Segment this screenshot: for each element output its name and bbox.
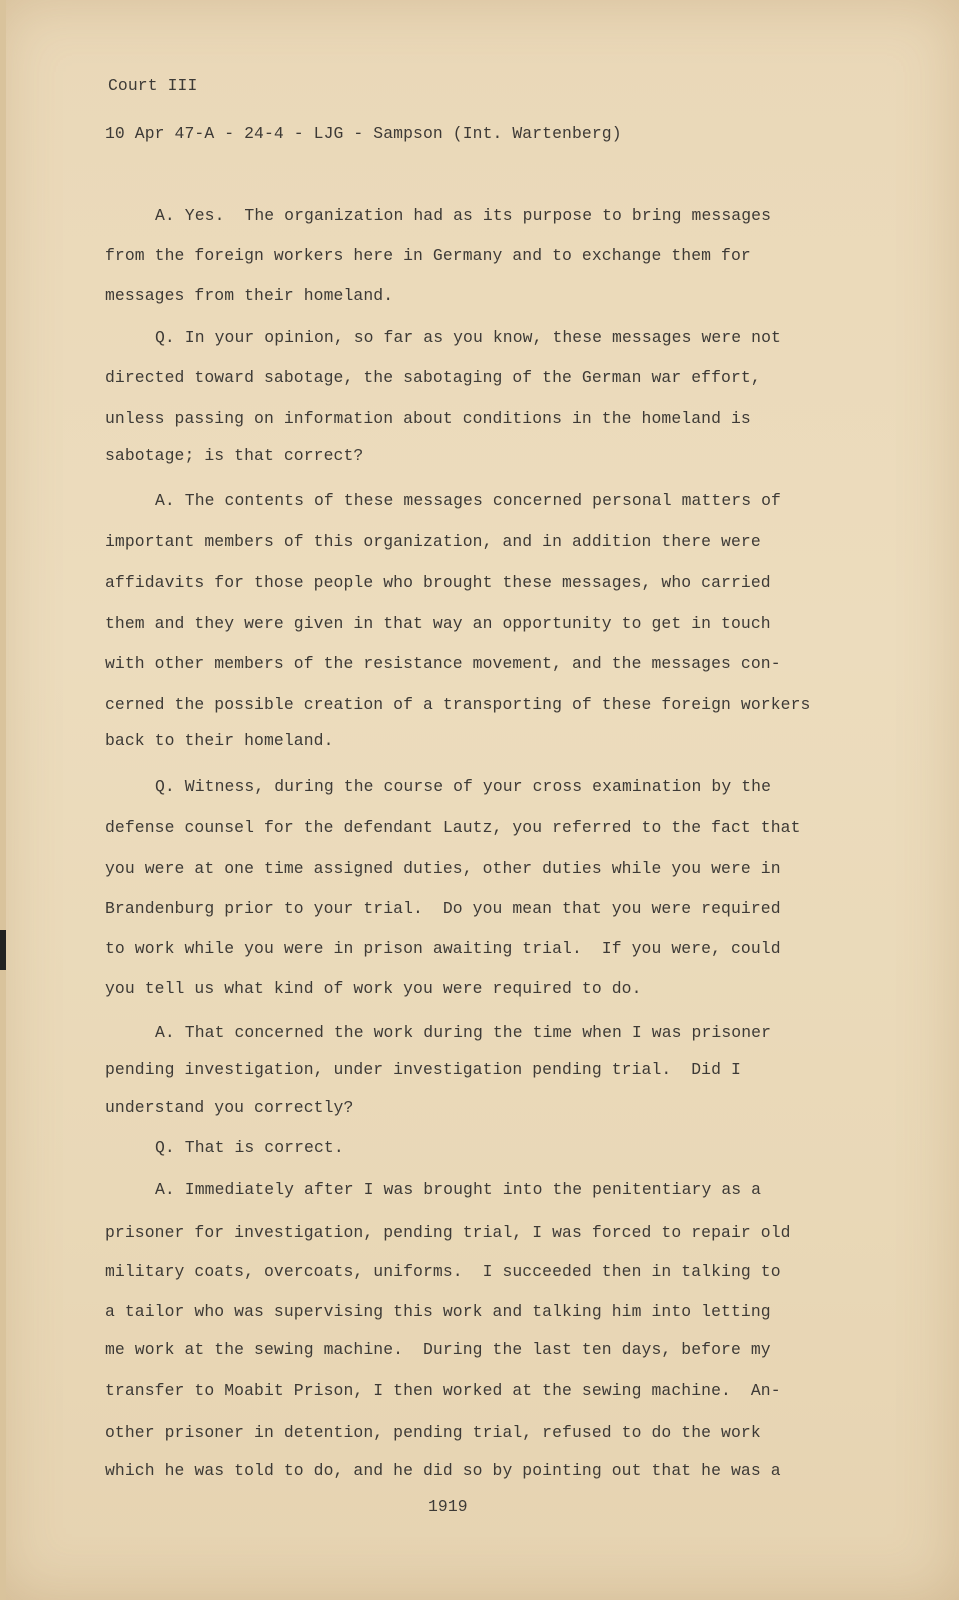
text-line: sabotage; is that correct? [105, 446, 364, 465]
text-line: affidavits for those people who brought these messages, who carried [105, 573, 771, 592]
text-line: you tell us what kind of work you were required to do. [105, 979, 642, 998]
text-line: pending investigation, under investigation pending trial. Did I [105, 1060, 741, 1079]
text-line: me work at the sewing machine. During the last ten days, before my [105, 1340, 771, 1359]
text-line: important members of this organization, and in addition there were [105, 532, 761, 551]
text-line: to work while you were in prison awaiting trial. If you were, could [105, 939, 781, 958]
text-line: A. The contents of these messages concerned personal matters of [155, 491, 781, 510]
text-line: from the foreign workers here in Germany and to exchange them for [105, 246, 751, 265]
page-number: 1919 [428, 1497, 468, 1516]
text-line: A. Yes. The organization had as its purpose to bring messages [155, 206, 772, 225]
text-line: unless passing on information about conditions in the homeland is [105, 409, 751, 428]
text-line: Q. In your opinion, so far as you know, these messages were not [155, 328, 781, 347]
binding-mark [0, 930, 6, 970]
text-line: military coats, overcoats, uniforms. I succeeded then in talking to [105, 1262, 781, 1281]
text-line: with other members of the resistance movement, and the messages con- [105, 654, 781, 673]
text-line: which he was told to do, and he did so by pointing out that he was a [105, 1461, 781, 1480]
text-line: messages from their homeland. [105, 286, 394, 305]
court-heading: Court III [108, 76, 198, 95]
text-line: other prisoner in detention, pending trial, refused to do the work [105, 1423, 761, 1442]
text-line: Q. That is correct. [155, 1138, 344, 1157]
text-line: back to their homeland. [105, 731, 334, 750]
text-line: A. Immediately after I was brought into the penitentiary as a [155, 1180, 762, 1199]
text-line: Brandenburg prior to your trial. Do you mean that you were required [105, 899, 781, 918]
page-edge [0, 0, 6, 1600]
text-line: prisoner for investigation, pending trial, I was forced to repair old [105, 1223, 791, 1242]
text-line: A. That concerned the work during the time when I was prisoner [155, 1023, 772, 1042]
text-line: them and they were given in that way an opportunity to get in touch [105, 614, 771, 633]
text-line: understand you correctly? [105, 1098, 354, 1117]
text-line: directed toward sabotage, the sabotaging of the German war effort, [105, 368, 761, 387]
text-line: you were at one time assigned duties, other duties while you were in [105, 859, 781, 878]
text-line: Q. Witness, during the course of your cross examination by the [155, 777, 772, 796]
text-line: defense counsel for the defendant Lautz, you referred to the fact that [105, 818, 801, 837]
text-line: transfer to Moabit Prison, I then worked at the sewing machine. An- [105, 1381, 781, 1400]
session-heading: 10 Apr 47-A - 24-4 - LJG - Sampson (Int. Wartenberg) [105, 124, 622, 143]
text-line: cerned the possible creation of a transporting of these foreign workers [105, 695, 811, 714]
text-line: a tailor who was supervising this work and talking him into letting [105, 1302, 771, 1321]
